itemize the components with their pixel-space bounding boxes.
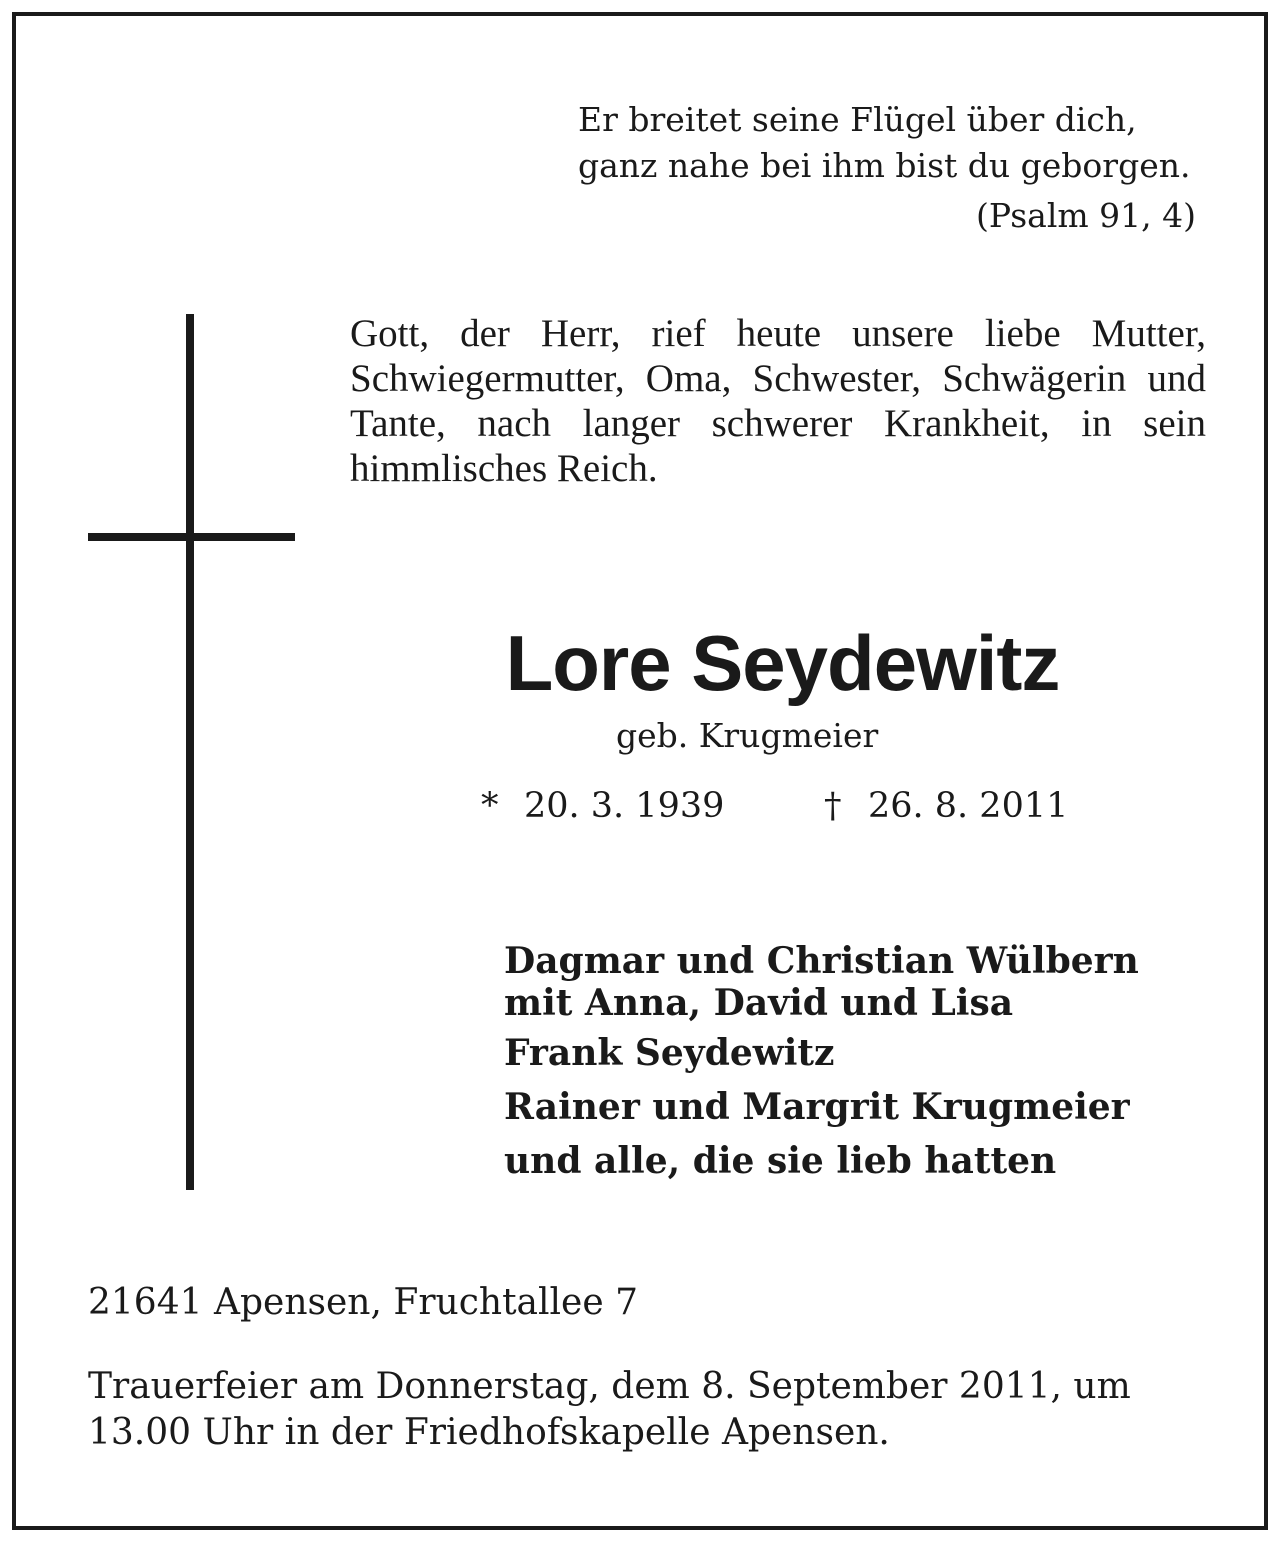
birth-symbol: *	[481, 786, 499, 826]
service-line-1: Trauerfeier am Donnerstag, dem 8. September 2011, um	[88, 1366, 1131, 1407]
psalm-line-1: Er breitet seine Flügel über dich,	[578, 100, 1137, 139]
mourner-line: Frank Seydewitz	[504, 1032, 835, 1074]
address: 21641 Apensen, Fruchtallee 7	[88, 1282, 638, 1323]
psalm-reference: (Psalm 91, 4)	[976, 196, 1196, 235]
mourner-line: und alle, die sie lieb hatten	[504, 1140, 1057, 1182]
birth-date: 20. 3. 1939	[524, 786, 725, 826]
deceased-name: Lore Seydewitz	[505, 619, 1060, 707]
funeral-service-info	[88, 1364, 1208, 1456]
death-symbol: †	[824, 786, 842, 826]
cross-horizontal-bar	[88, 533, 295, 541]
psalm-line-2: ganz nahe bei ihm bist du geborgen.	[578, 146, 1191, 185]
obituary-frame	[12, 12, 1268, 1530]
mourner-line: mit Anna, David und Lisa	[504, 982, 1014, 1024]
cross-vertical-bar	[186, 314, 194, 1190]
birth-name: geb. Krugmeier	[616, 716, 879, 755]
service-line-2: 13.00 Uhr in der Friedhofskapelle Apensen.	[88, 1412, 890, 1453]
mourner-line: Dagmar und Christian Wülbern	[504, 940, 1139, 982]
death-date: 26. 8. 2011	[868, 786, 1069, 826]
mourner-line: Rainer und Margrit Krugmeier	[504, 1086, 1130, 1128]
death-announcement-text: Gott, der Herr, rief heute unsere liebe Mutter, Schwiegermutter, Oma, Schwester, Schwägerin und Tante, nach langer schwerer Krankheit, in sein himmlisches Reich.	[350, 312, 1206, 490]
